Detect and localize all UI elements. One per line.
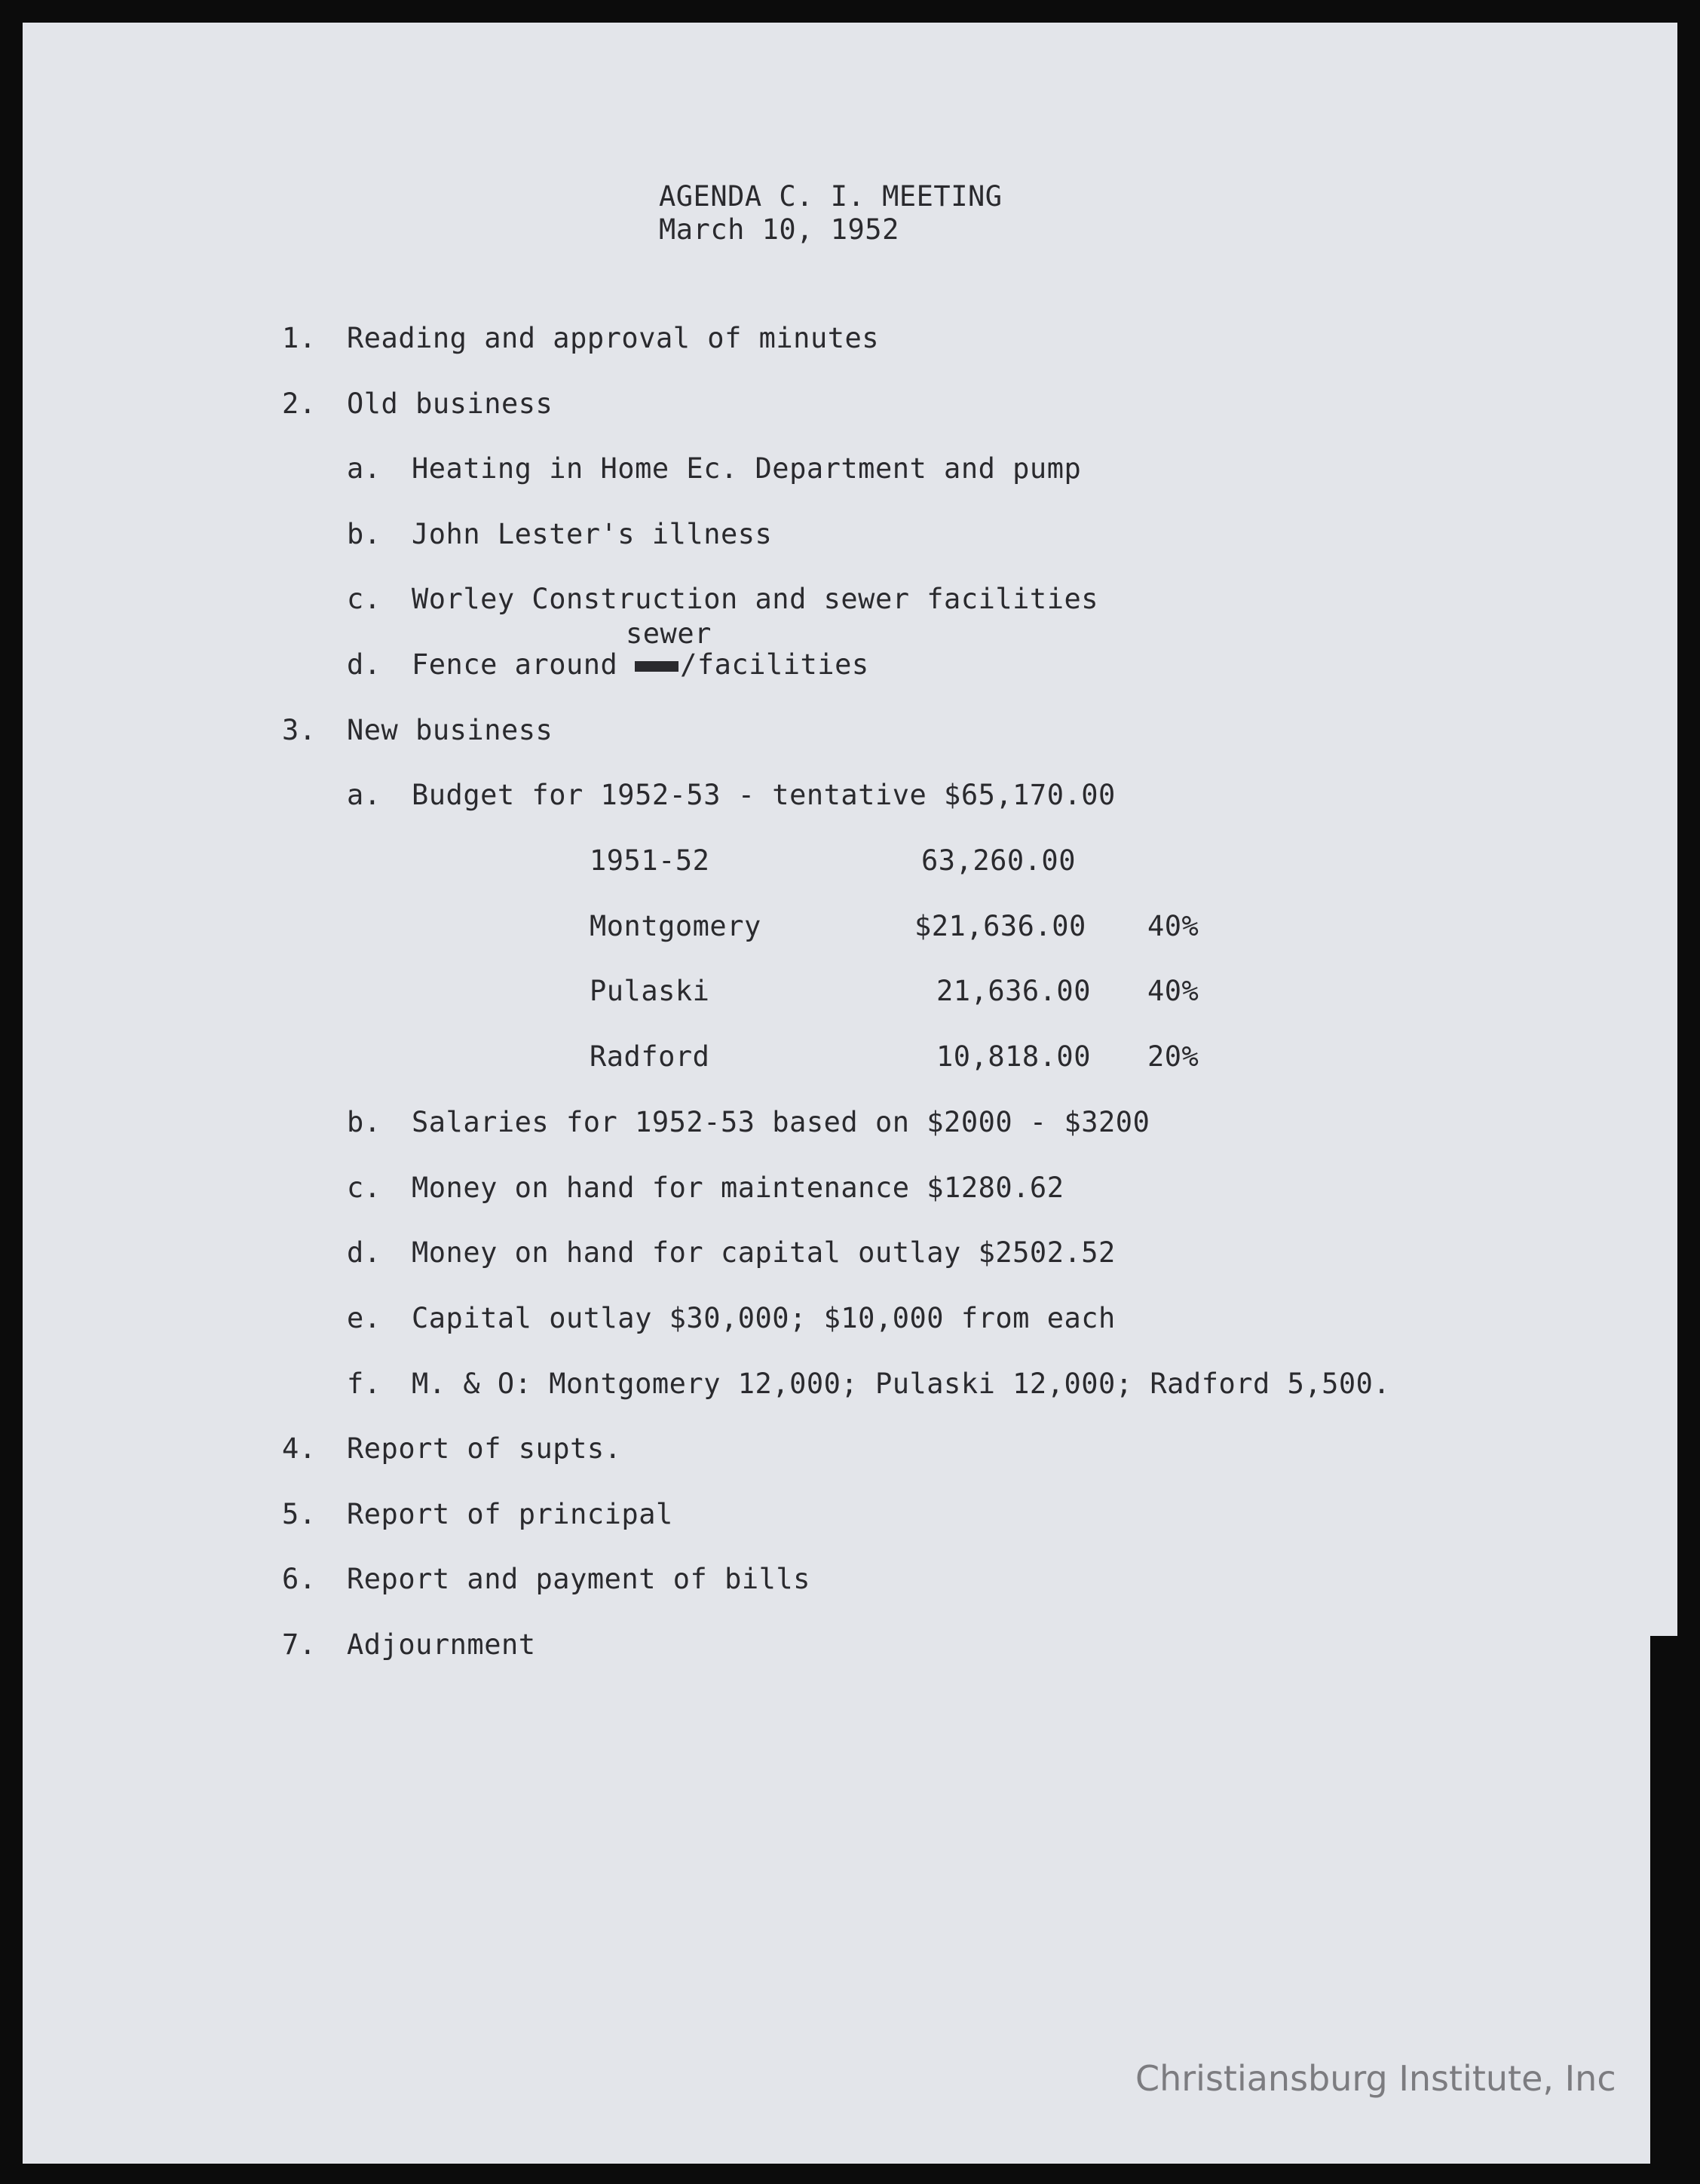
item-5-number: 5. <box>282 1498 317 1530</box>
item-7-text: Adjournment <box>347 1628 536 1661</box>
budget-row-percent: 40% <box>1147 910 1199 942</box>
item-6-number: 6. <box>282 1563 317 1595</box>
item-4-number: 4. <box>282 1432 317 1465</box>
item-3-number: 3. <box>282 714 317 746</box>
item-2b-letter: b. <box>347 518 381 550</box>
item-3b-letter: b. <box>347 1106 381 1138</box>
item-2-number: 2. <box>282 387 317 420</box>
item-3f-text: M. & O: Montgomery 12,000; Pulaski 12,000; Radford 5,500. <box>412 1368 1391 1400</box>
item-2a-text: Heating in Home Ec. Department and pump <box>412 452 1082 485</box>
item-2c-text: Worley Construction and sewer facilities <box>412 583 1099 615</box>
torn-paper-edge <box>1650 1636 1677 2164</box>
budget-row-amount: 21,636.00 <box>936 975 1091 1007</box>
item-2d-letter: d. <box>347 648 381 681</box>
item-3e-letter: e. <box>347 1302 381 1334</box>
budget-row-label: Montgomery <box>590 910 761 942</box>
item-6-text: Report and payment of bills <box>347 1563 810 1595</box>
item-3d-text: Money on hand for capital outlay $2502.52 <box>412 1236 1116 1269</box>
item-3d-letter: d. <box>347 1236 381 1269</box>
item-3f-letter: f. <box>347 1368 381 1400</box>
item-2b-text: John Lester's illness <box>412 518 773 550</box>
item-1-text: Reading and approval of minutes <box>347 322 880 354</box>
budget-row-label: Radford <box>590 1040 710 1073</box>
item-2d-text-before: Fence around <box>412 648 636 681</box>
agenda-title: AGENDA C. I. MEETING <box>659 180 1003 213</box>
document-page <box>23 23 1677 2164</box>
item-3c-text: Money on hand for maintenance $1280.62 <box>412 1172 1064 1204</box>
item-3e-text: Capital outlay $30,000; $10,000 from each <box>412 1302 1116 1334</box>
item-2c-letter: c. <box>347 583 381 615</box>
item-7-number: 7. <box>282 1628 317 1661</box>
item-3a-letter: a. <box>347 779 381 811</box>
item-2d-text <box>412 648 869 681</box>
budget-row-label: Pulaski <box>590 975 710 1007</box>
budget-row-amount: 10,818.00 <box>936 1040 1091 1073</box>
item-2-text: Old business <box>347 387 553 420</box>
item-3-text: New business <box>347 714 553 746</box>
struck-out-word <box>635 661 678 672</box>
item-3b-text: Salaries for 1952-53 based on $2000 - $3200 <box>412 1106 1150 1138</box>
item-3a-text: Budget for 1952-53 - tentative $65,170.00 <box>412 779 1116 811</box>
budget-row-percent: 40% <box>1147 975 1199 1007</box>
item-2a-letter: a. <box>347 452 381 485</box>
agenda-date: March 10, 1952 <box>659 213 899 246</box>
item-2d-text-after: /facilities <box>680 648 869 681</box>
item-3c-letter: c. <box>347 1172 381 1204</box>
watermark: Christiansburg Institute, Inc <box>1135 2058 1616 2099</box>
item-5-text: Report of principal <box>347 1498 673 1530</box>
item-2d-insertion: sewer <box>626 617 712 650</box>
budget-row-amount: 63,260.00 <box>921 844 1076 877</box>
budget-row-percent: 20% <box>1147 1040 1199 1073</box>
item-1-number: 1. <box>282 322 317 354</box>
item-4-text: Report of supts. <box>347 1432 622 1465</box>
budget-row-amount: $21,636.00 <box>914 910 1086 942</box>
budget-row-label: 1951-52 <box>590 844 710 877</box>
